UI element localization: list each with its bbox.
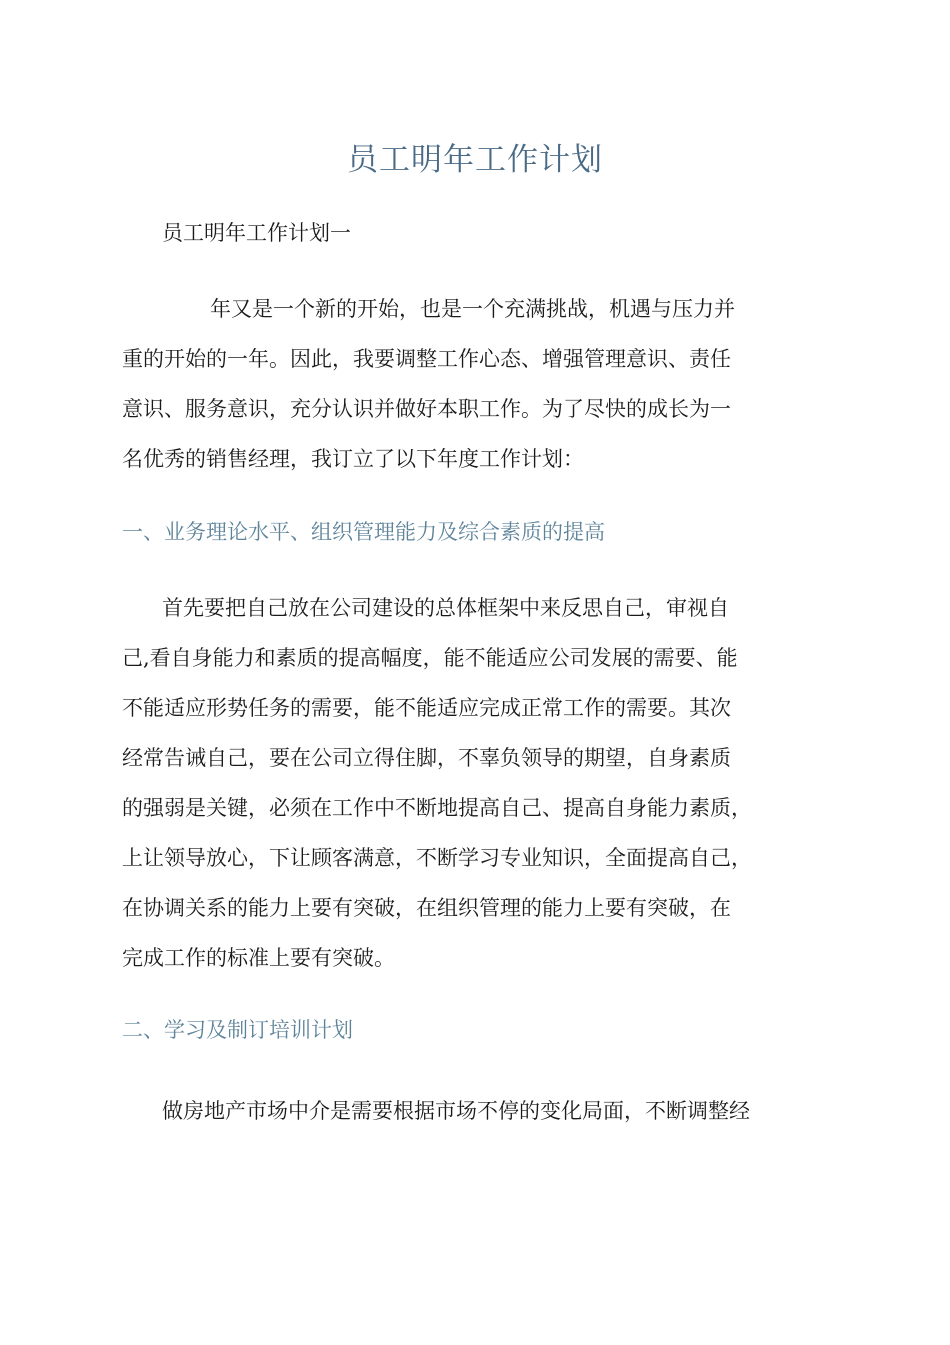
paragraph-line: 完成工作的标准上要有突破。 — [122, 946, 395, 970]
plan-subtitle: 员工明年工作计划一 — [162, 221, 351, 245]
paragraph-line: 意识、服务意识，充分认识并做好本职工作。为了尽快的成长为一 — [122, 397, 731, 421]
document-title: 员工明年工作计划 — [347, 142, 603, 178]
paragraph-line: 做房地产市场中介是需要根据市场不停的变化局面，不断调整经 — [162, 1099, 750, 1123]
paragraph-line: 名优秀的销售经理，我订立了以下年度工作计划： — [122, 447, 584, 471]
section-heading-2: 二、学习及制订培训计划 — [122, 1018, 353, 1042]
section-heading-1: 一、业务理论水平、组织管理能力及综合素质的提高 — [122, 520, 605, 544]
paragraph-line: 的强弱是关键，必须在工作中不断地提高自己、提高自身能力素质， — [122, 796, 752, 820]
paragraph-line: 首先要把自己放在公司建设的总体框架中来反思自己，审视自 — [162, 596, 729, 620]
paragraph-line: 在协调关系的能力上要有突破，在组织管理的能力上要有突破，在 — [122, 896, 731, 920]
paragraph-line: 己,看自身能力和素质的提高幅度，能不能适应公司发展的需要、能 — [122, 646, 738, 670]
intro-paragraph — [122, 284, 792, 484]
paragraph-line: 经常告诫自己，要在公司立得住脚，不辜负领导的期望，自身素质 — [122, 746, 731, 770]
paragraph-line: 上让领导放心，下让顾客满意，不断学习专业知识，全面提高自己， — [122, 846, 752, 870]
paragraph-line: 年又是一个新的开始，也是一个充满挑战，机遇与压力并 — [210, 297, 735, 321]
paragraph-line: 不能适应形势任务的需要，能不能适应完成正常工作的需要。其次 — [122, 696, 731, 720]
section-2-paragraph — [122, 1086, 792, 1136]
section-1-paragraph — [122, 583, 792, 983]
paragraph-line: 重的开始的一年。因此，我要调整工作心态、增强管理意识、责任 — [122, 347, 731, 371]
